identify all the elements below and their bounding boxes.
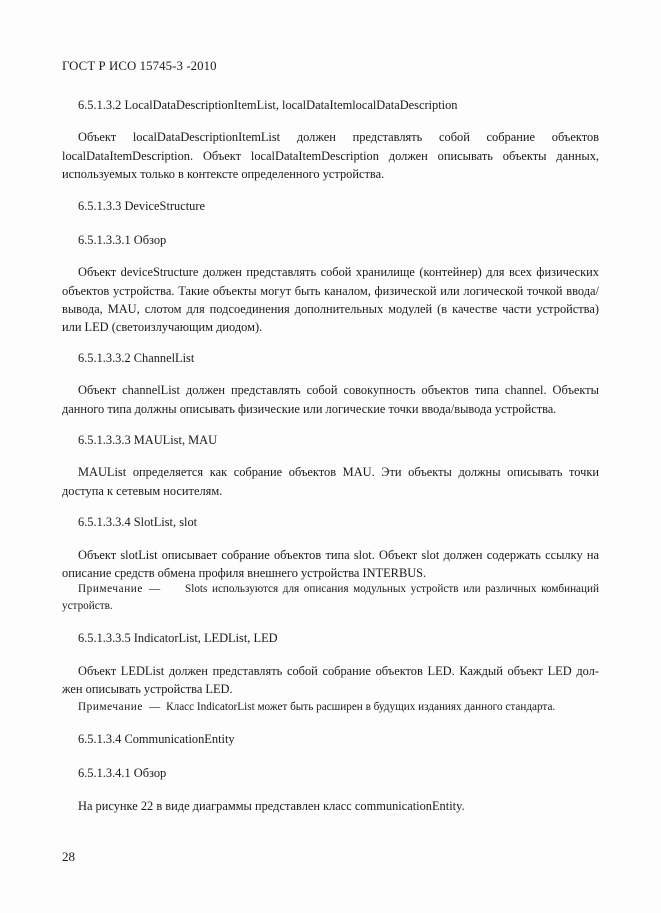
section-heading: 6.5.1.3.3 DeviceStructure: [78, 199, 205, 213]
paragraph-line: или LED (светоизлучающим диодом).: [62, 320, 263, 334]
note-line: [78, 582, 599, 597]
paragraph-line: используемых только в контексте определенного устройства.: [62, 167, 385, 181]
standard-id: ГОСТ Р ИСО 15745-3 -2010: [62, 59, 217, 73]
section-heading: 6.5.1.3.3.3 MAUList, MAU: [78, 433, 218, 447]
section-heading: 6.5.1.3.3.4 SlotList, slot: [78, 515, 198, 529]
note-text: Slots используются для описания модульных устройств или различных комбинаций: [185, 583, 599, 595]
note-dash: —: [148, 583, 161, 595]
paragraph-line: данного типа должны описывать физические или логические точки ввода/вывода устройства.: [62, 402, 557, 416]
section-heading: 6.5.1.3.4.1 Обзор: [78, 766, 167, 780]
paragraph-line: MAUList определяется как собрание объектов MAU. Эти объекты должны описывать точки: [78, 465, 599, 479]
section-heading: 6.5.1.3.3.2 ChannelList: [78, 351, 195, 365]
paragraph-line: Объект deviceStructure должен представлять собой хранилище (контейнер) для всех физических: [78, 265, 599, 279]
note-line: [78, 700, 555, 715]
paragraph-line: доступа к сетевым носителям.: [62, 484, 223, 498]
paragraph-line: Объект channelList должен представлять собой совокупность объектов типа channel. Объекты: [78, 383, 599, 397]
paragraph-line: Объект localDataDescriptionItemList должен представлять собой собрание объектов: [78, 130, 599, 144]
paragraph-line: На рисунке 22 в виде диаграммы представлен класс communicationEntity.: [78, 799, 465, 813]
paragraph-line: Объект LEDList должен представлять собой собрание объектов LED. Каждый объект LED дол-: [78, 664, 599, 678]
note-label: Примечание: [78, 701, 143, 713]
paragraph-line: Объект slotList описывает собрание объектов типа slot. Объект slot должен содержать ссылку на: [78, 548, 599, 562]
paragraph-line: жен описывать устройства LED.: [62, 682, 233, 696]
note-text: Класс IndicatorList может быть расширен в будущих изданиях данного стандарта.: [166, 701, 556, 713]
note-label: Примечание: [78, 583, 143, 595]
section-heading: 6.5.1.3.4 CommunicationEntity: [78, 732, 235, 746]
page-number: 28: [62, 849, 75, 864]
paragraph-line: описание средств обмена профиля внешнего устройства INTERBUS.: [62, 566, 427, 580]
section-heading: 6.5.1.3.3.1 Обзор: [78, 233, 167, 247]
section-heading: 6.5.1.3.2 LocalDataDescriptionItemList, localDataItemlocalDataDescription: [78, 98, 458, 112]
note-line: устройств.: [62, 600, 113, 612]
section-heading: 6.5.1.3.3.5 IndicatorList, LEDList, LED: [78, 631, 278, 645]
note-dash: —: [148, 701, 161, 713]
paragraph-line: объектов устройства. Такие объекты могут быть каналом, физической или логической точкой ввода/: [62, 284, 599, 298]
paragraph-line: вывода, MAU, слотом для подсоединения дополнительных модулей (в качестве части устройства): [62, 302, 599, 316]
paragraph-line: localDataItemDescription. Объект localDataItemDescription должен описывать объекты данных,: [62, 149, 599, 163]
